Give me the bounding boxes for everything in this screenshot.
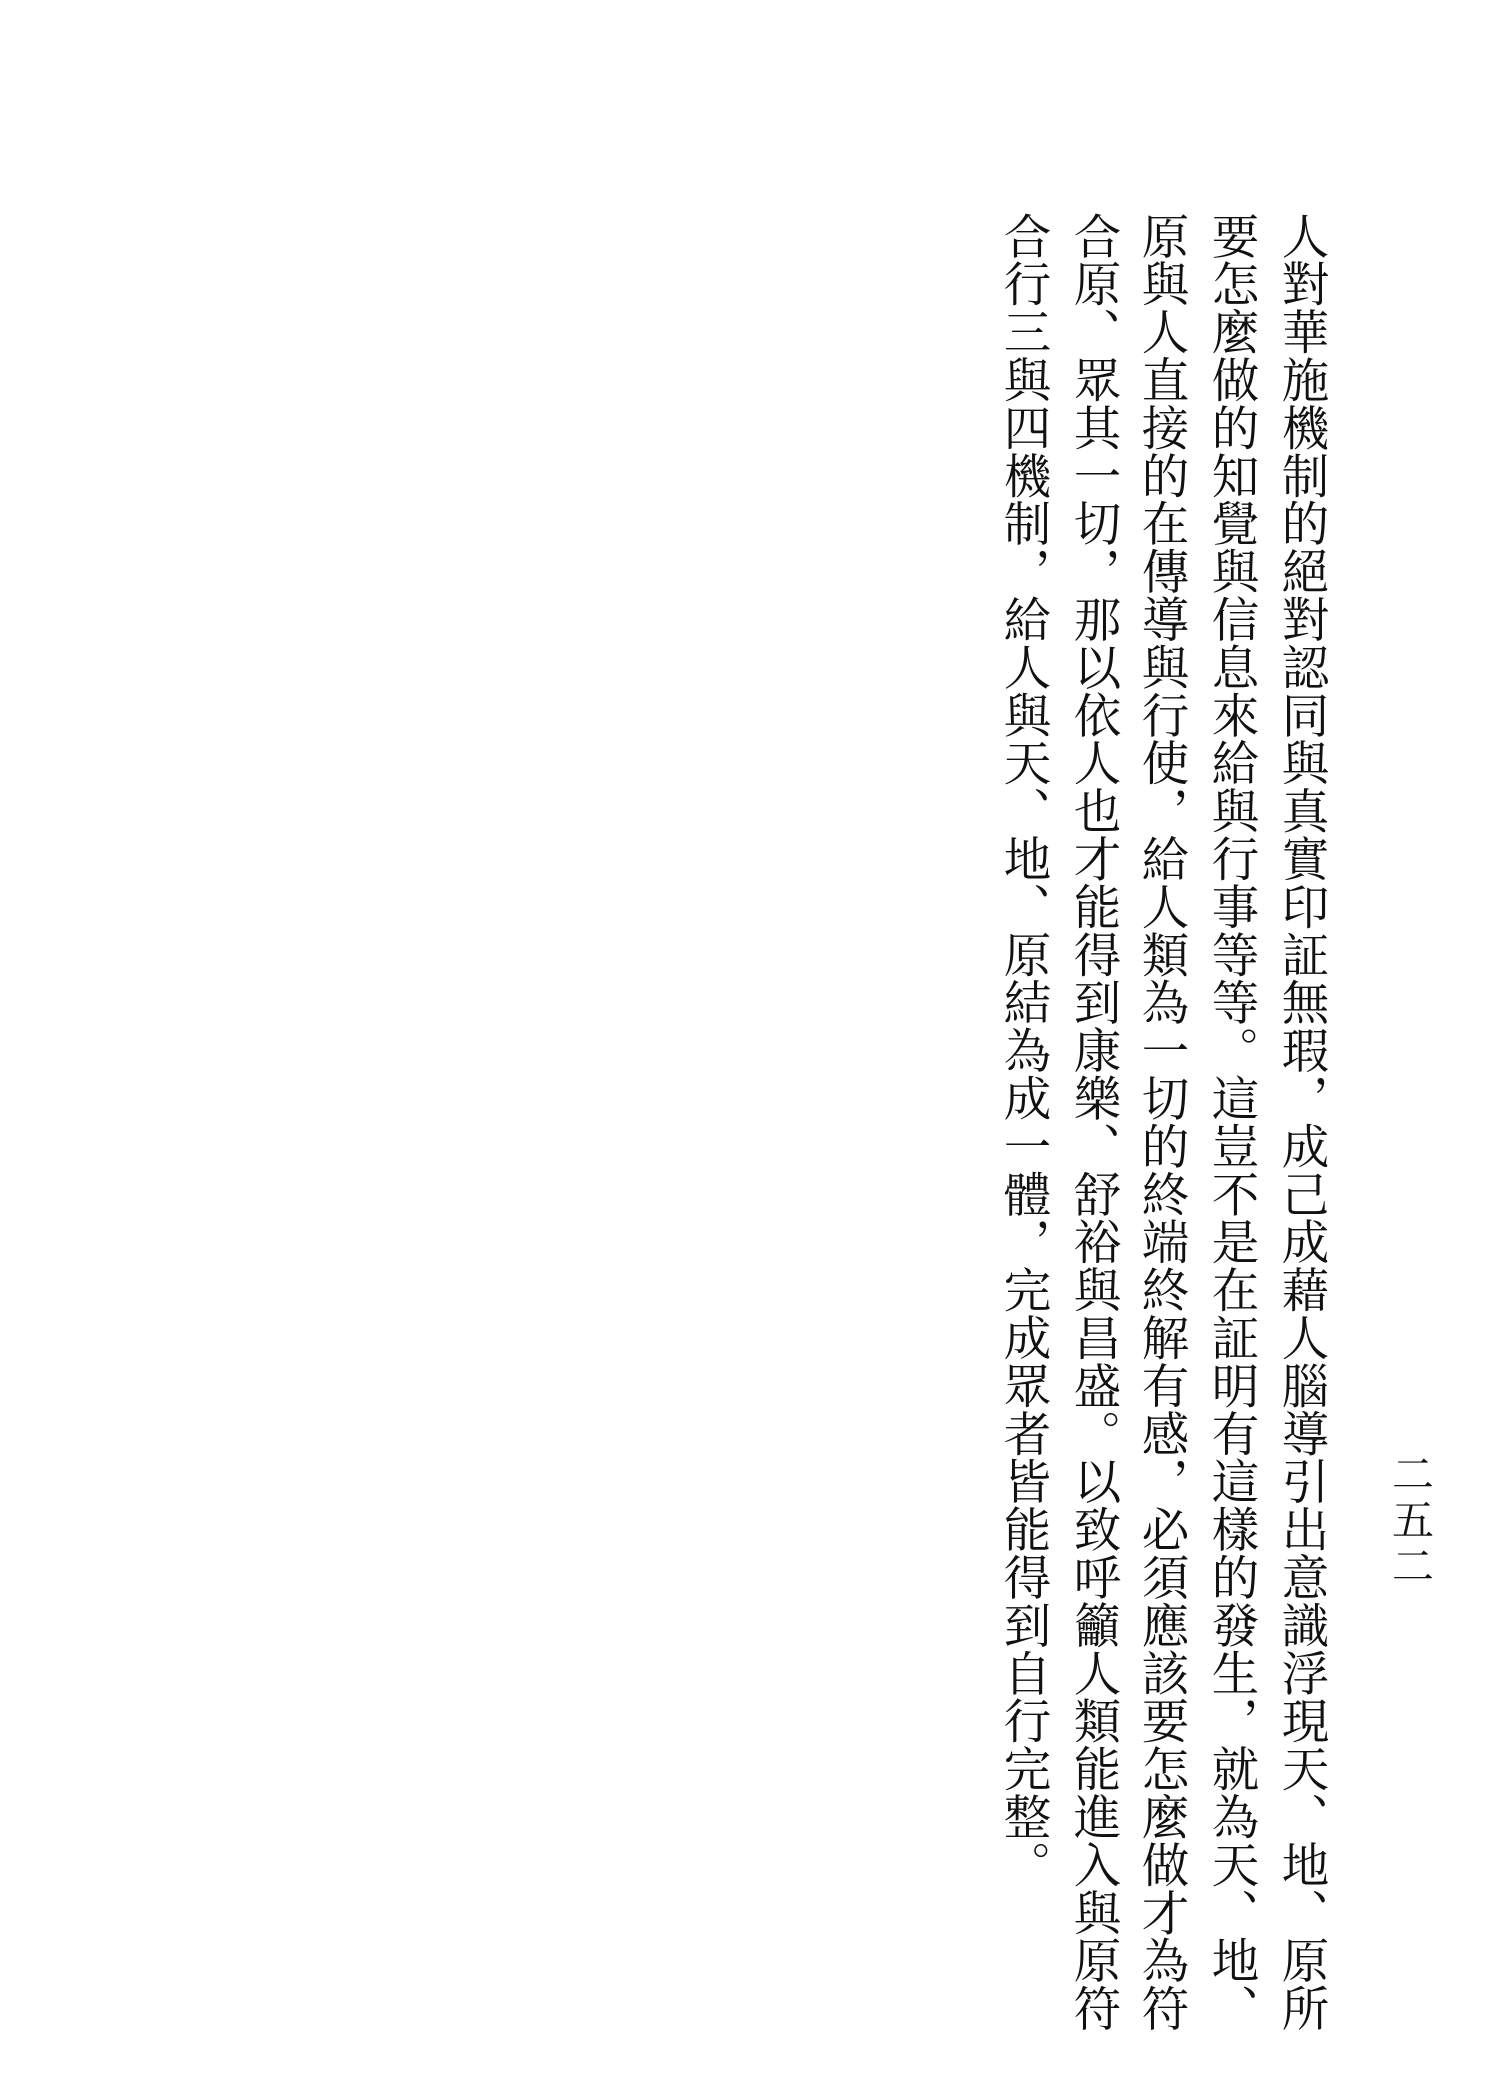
text-column-3: 原與人直接的在傳導與行使，給人類為一切的終端終解有感，必須應該要怎麼做才為符 xyxy=(1133,212,1188,2033)
text-column-4: 合原、眾其一切，那以依人也才能得到康樂、舒裕與昌盛。以致呼籲人類能進入與原符 xyxy=(1065,212,1120,2033)
text-column-2: 要怎麼做的知覺與信息來給與行事等等。這豈不是在証明有這樣的發生，就為天、地、 xyxy=(1203,212,1258,2033)
text-column-5: 合行三與四機制，給人與天、地、原結為成一體，完成眾者皆能得到自行完整。 xyxy=(995,212,1050,1889)
text-column-1: 人對華施機制的絕對認同與真實印証無瑕，成己成藉人腦導引出意識浮現天、地、原所 xyxy=(1273,212,1328,2033)
page-number: 二五二 xyxy=(1386,1452,1435,1590)
